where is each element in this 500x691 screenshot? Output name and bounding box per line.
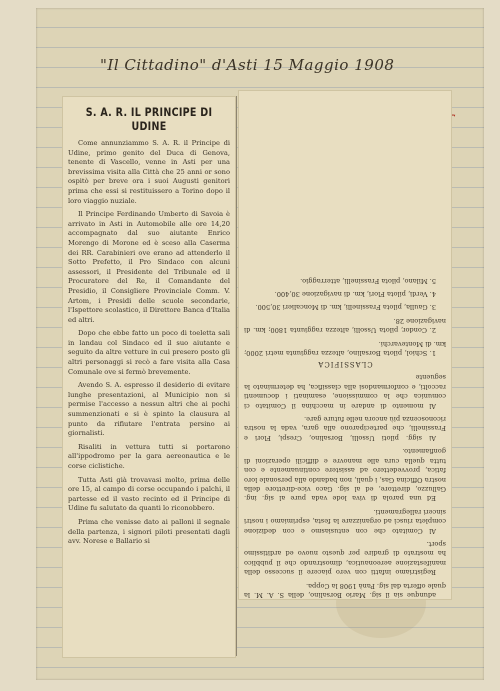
article-paragraph: Avendo S. A. espresso il desiderio di evitare lunghe presentazioni, al Municipio non si permise l'accesso a nessun altri che ai pochi summenzionati e si è spinto la clausura al punto da rifiutare l'entrata persino ai giornalisti. [68, 381, 230, 438]
classification-entry: 1. Schiol, pilota Borsalino, altezza raggiunta metri 2000; km. di Montevarchi. [244, 339, 446, 358]
newspaper-clipping-left [62, 96, 236, 658]
article-paragraph: Ai sigg. piloti Ussolli, Borsalino, Crespi, Flori e Frassinelli, che parteciparono alla gara, vada la nostra riconoscenza più ancora nelle future gare. [244, 415, 446, 442]
rotated-text-block [239, 91, 451, 599]
classification-entry: 2. Condor, pilota Ussolli, altezza raggiunta 1800; km. di navigazione 28. [244, 316, 446, 335]
article-paragraph: Al momento di andare in macchina il Comitato ci comunica che la commissione, esaminati i documenti raccolti, e conformandosi alla classifica, ha determinato la seguente [244, 373, 446, 410]
article-paragraph: Come annunziammo S. A. R. il Principe di Udine, primo genito del Duca di Genova, tenente di Vascello, venne in Asti per una brevissima visita alla Città che 25 anni or sono ospitò per breve ora i suoi Augusti genitori prima che essi si restituissero a Torino dopo il loro viaggio nuziale. [68, 139, 230, 205]
classification-entry: 3. Gaulla, pilota Frassinelli, km. di Moncalieri 30,500. [255, 303, 436, 312]
article-paragraph: Risaliti in vettura tutti si portarono all'ippodromo per la gara aereonautica e le corse ciclistiche. [68, 442, 230, 470]
classification-entry: 4. Verdi, pilota Flori, km. di navigazione 30,400. [274, 290, 436, 299]
newspaper-clipping-right-upside-down [238, 90, 452, 600]
article-paragraph: Tutta Asti già trovavasi molto, prima delle ore 15, al campo di corse occupando i palchi, il partesse ed il vasto recinto ed il Principe di Udine fu salutato da quanti lo riconobbero. [68, 475, 230, 513]
classification-heading: CLASSIFICA [317, 360, 373, 369]
article-paragraph: adunque sia il sig. Mario Borsalino, della S. A. M. la quale offerta dal sig. Panà 1908 la Coppa. [244, 581, 446, 599]
article-paragraph: Prima che venisse dato ai palloni il segnale della partenza, i signori piloti presentati dagli avv. Norese e Ballario si [68, 517, 230, 546]
article-headline: S. A. R. IL PRINCIPE DI UDINE [85, 105, 213, 133]
column-rule [236, 96, 237, 656]
article-paragraph: Registriamo infatti con vero piacere il successo della manifestazione aereonautica, dimostrando che il pubblico ha mostrato di gradire per questo nuovo ed arditissimo sport. [244, 539, 446, 577]
article-paragraph: Il Principe Ferdinando Umberto di Savoia è arrivato in Asti in Automobile alle ore 14,20 accompagnato dal suo aiutante Enrico Morengo di Morone ed è sceso alla Caserma dei RR. Carabinieri ove erano ad attenderlo il Sotto Prefetto, il Pro Sindaco con alcuni assessori, il Presidente del Tribunale ed il Procuratore del Re, il Comandante del Presidio, il Consigliere Provinciale Comm. V. Artom, i Presidi delle scuole secondarie, l'Ispettore scolastico, il Direttore Banca d'Italia ed altri. [68, 210, 230, 324]
article-paragraph: Ed una parola di viva lode vada pure al sig. ing. Galluzzo, direttore, ed al sig. Gaco vice-direttore della nostra Officina Gas, i quali, non badando alla personale loro fatica, provvedettero ad assistere continuamente e con tutta quella cura alle manovre e difficili operazioni di gonfiamento. [244, 447, 446, 503]
article-paragraph: Dopo che ebbe fatto un poco di toeletta sali in landau col Sindaco ed il suo aiutante e seguito da altre vetture in cui presero posto gli altri personaggi si recò a fare visita alla Casa Comunale ove si fermò brevemente. [68, 329, 230, 376]
article-paragraph: Al Comitato che con entusiasmo e con dedizione completa riuscì ad organizzare la festa, esprimiamo i nostri sinceri rallegramenti. [244, 507, 446, 535]
classification-entry: 5. Milano, pilota Frassinelli, atterraggio. [300, 276, 436, 285]
handwritten-source-note: "Il Cittadino" d'Asti 15 Maggio 1908 [100, 56, 395, 74]
